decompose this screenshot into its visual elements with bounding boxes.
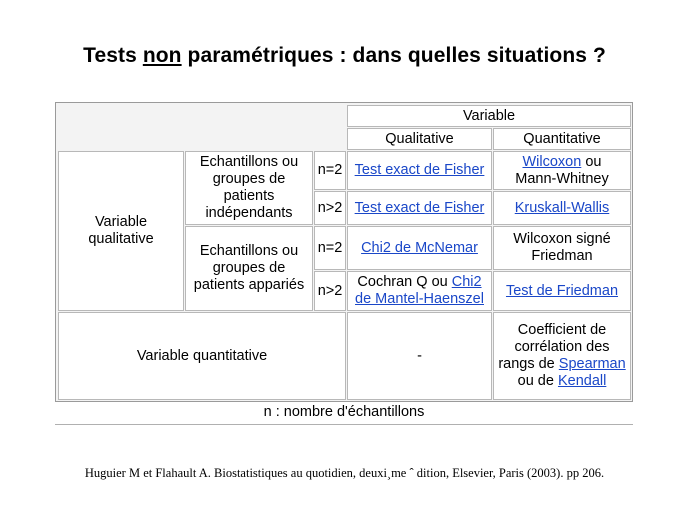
quant-quant-text (496, 322, 628, 390)
fisher-exact-link-2[interactable]: Test exact de Fisher (354, 199, 485, 216)
mcnemar-link[interactable]: Chi2 de McNemar (361, 239, 478, 256)
indep-n-eq-2 (314, 151, 346, 190)
row-variable-qualitative (58, 151, 184, 311)
slide-title (0, 44, 689, 68)
title-underlined: non (142, 44, 182, 67)
group-independent (185, 151, 313, 225)
test-table (55, 102, 633, 402)
col-quantitative (493, 128, 631, 150)
paired-n-gt-2-label: n>2 (317, 282, 343, 299)
paired-n-eq-2 (314, 226, 346, 270)
row-variable-quantitative (58, 312, 346, 400)
indep-n2-qual (347, 151, 492, 190)
quant-qual-value: - (417, 347, 422, 364)
title-post: paramétriques : dans quelles situations ? (181, 44, 606, 67)
paired-n3-quant (493, 271, 631, 311)
indep-n3-quant (493, 191, 631, 225)
header-variable-label: Variable (462, 107, 516, 124)
paired-n3-qual-text (350, 274, 489, 308)
col-quantitative-label: Quantitative (523, 130, 601, 147)
indep-n2-quant-rest: Mann-Whitney (515, 170, 609, 187)
paired-n2-qual (347, 226, 492, 270)
row-variable-quantitative-label: Variable quantitative (136, 347, 268, 364)
indep-n2-quant-text (515, 154, 608, 188)
spearman-link[interactable]: Spearman (558, 356, 626, 372)
indep-n-gt-2-label: n>2 (317, 199, 343, 216)
quant-quant (493, 312, 631, 400)
indep-n2-quant (493, 151, 631, 190)
kruskall-wallis-link[interactable]: Kruskall-Wallis (514, 199, 610, 216)
group-paired-label: Echantillons ou groupes de patients appariés (193, 243, 305, 293)
table-corner-blank (58, 105, 346, 149)
coefficient-text: Coefficient de corrélation des rangs de (498, 322, 610, 372)
friedman-test-link[interactable]: Test de Friedman (505, 282, 619, 299)
col-qualitative (347, 128, 492, 150)
group-independent-label: Echantillons ou groupes de patients indépendants (199, 154, 299, 221)
row-variable-qualitative-label: Variable qualitative (88, 214, 154, 247)
title-pre: Tests (83, 44, 143, 67)
paired-n-eq-2-label: n=2 (317, 239, 343, 256)
indep-n2-quant-mid: ou (581, 153, 602, 170)
paired-n2-quant (493, 226, 631, 270)
indep-n3-qual (347, 191, 492, 225)
header-variable (347, 105, 631, 127)
wilcoxon-link[interactable]: Wilcoxon (522, 153, 582, 170)
group-paired (185, 226, 313, 311)
col-qualitative-label: Qualitative (385, 130, 454, 147)
cochran-text: Cochran Q ou (357, 274, 452, 290)
citation: Huguier M et Flahault A. Biostatistiques au quotidien, deuxi¸me ˆ dition, Elsevier, Paris (2003). pp 206. (84, 466, 605, 480)
paired-n2-quant-label: Wilcoxon signé Friedman (513, 231, 611, 264)
quant-quant-mid: ou de (517, 373, 558, 389)
paired-n3-qual (347, 271, 492, 311)
fisher-exact-link[interactable]: Test exact de Fisher (354, 162, 485, 178)
footnote: n : nombre d'échantillons (55, 402, 633, 425)
paired-n-gt-2 (314, 271, 346, 311)
indep-n-gt-2 (314, 191, 346, 225)
mantel-haenszel-link[interactable]: Chi2 de Mantel-Haenszel (355, 274, 484, 307)
indep-n-eq-2-label: n=2 (317, 162, 343, 178)
quant-qual (347, 312, 492, 400)
kendall-link[interactable]: Kendall (557, 373, 607, 389)
